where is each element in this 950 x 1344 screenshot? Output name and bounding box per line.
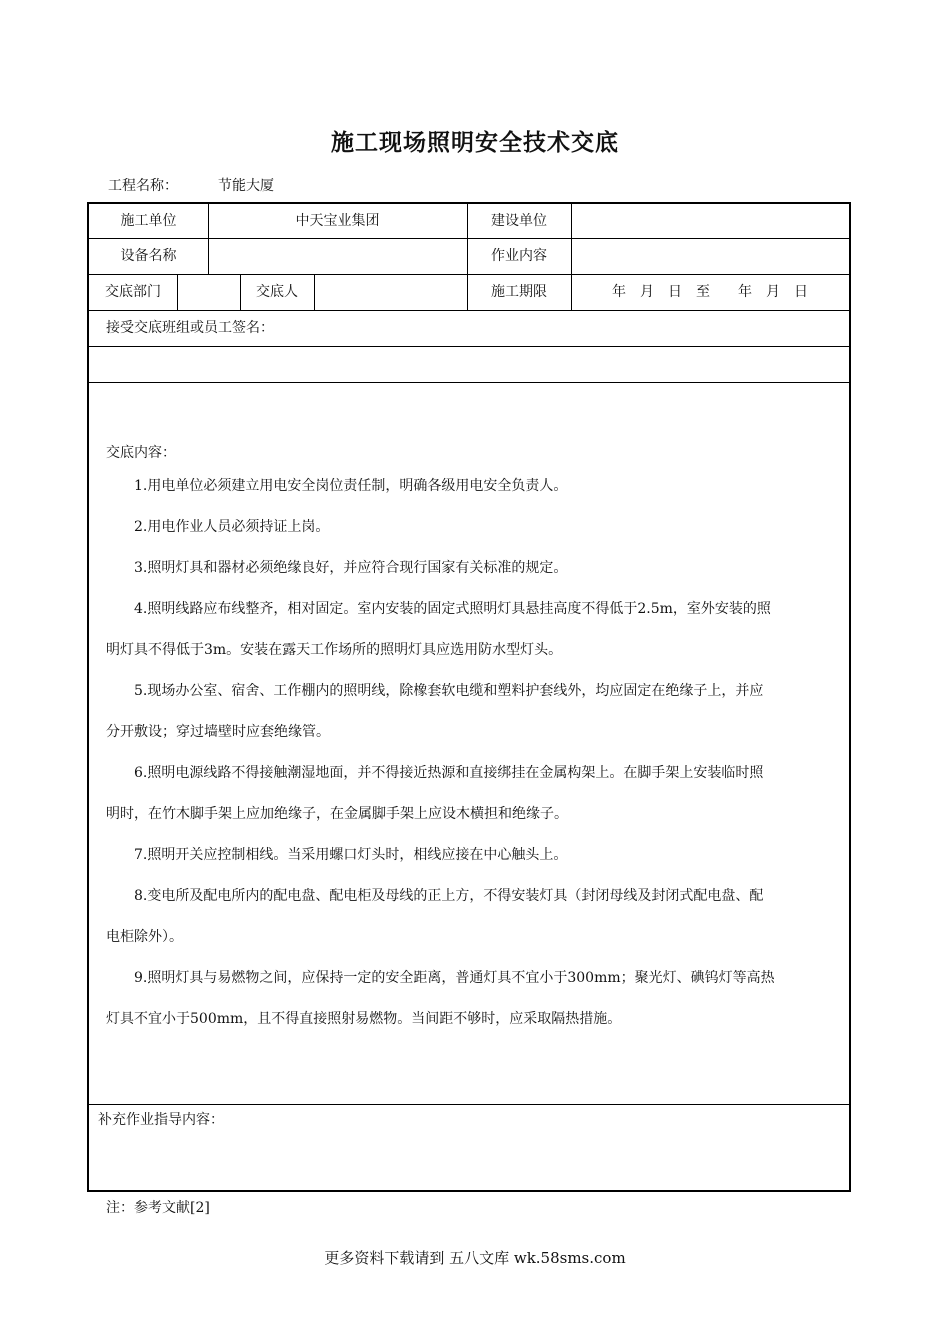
briefing-item: 5.现场办公室、宿舍、工作棚内的照明线，除橡套软电缆和塑料护套线外，均应固定在绝缘子上，并应分开敷设；穿过墙壁时应套绝缘管。	[106, 683, 764, 740]
project-name-label: 工程名称：	[108, 178, 178, 194]
row-divider	[89, 238, 849, 239]
work-content-label: 作业内容	[491, 248, 547, 264]
row-divider	[89, 346, 849, 347]
signature-label: 接受交底班组或员工签名：	[106, 320, 274, 336]
builder-unit-label: 建设单位	[491, 213, 547, 229]
briefing-item: 6.照明电源线路不得接触潮湿地面，并不得接近热源和直接绑挂在金属构架上。在脚手架上安装临时照明时，在竹木脚手架上应加绝缘子，在金属脚手架上应设木横担和绝缘子。	[106, 765, 764, 822]
project-name-value: 节能大厦	[218, 178, 274, 194]
construction-unit-value: 中天宝业集团	[295, 213, 380, 229]
briefing-item: 8.变电所及配电所内的配电盘、配电柜及母线的正上方，不得安装灯具（封闭母线及封闭式配电盘、配电柜除外）。	[106, 888, 764, 945]
construction-period-label: 施工期限	[491, 284, 547, 300]
briefing-item: 2.用电作业人员必须持证上岗。	[134, 519, 330, 535]
reference-note: 注：参考文献[2]	[106, 1200, 210, 1216]
briefing-item: 3.照明灯具和器材必须绝缘良好，并应符合现行国家有关标准的规定。	[134, 560, 568, 576]
row-divider	[89, 382, 849, 383]
briefing-form-table	[87, 202, 851, 1192]
briefing-item: 7.照明开关应控制相线。当采用螺口灯头时，相线应接在中心触头上。	[134, 847, 568, 863]
briefer-label: 交底人	[256, 284, 298, 300]
supplement-label: 补充作业指导内容：	[98, 1112, 224, 1128]
briefing-content-label: 交底内容：	[106, 445, 176, 461]
row-divider	[89, 310, 849, 311]
row-divider	[89, 274, 849, 275]
briefing-item: 4.照明线路应布线整齐，相对固定。室内安装的固定式照明灯具悬挂高度不得低于2.5m，室外安装的照明灯具不得低于3m。安装在露天工作场所的照明灯具应选用防水型灯头。	[106, 601, 771, 658]
construction-unit-label: 施工单位	[120, 213, 177, 229]
footer-download-link[interactable]: 更多资料下载请到 五八文库 wk.58sms.com	[324, 1249, 626, 1267]
briefing-item: 1.用电单位必须建立用电安全岗位责任制，明确各级用电安全负责人。	[134, 478, 568, 494]
row-divider	[89, 1104, 849, 1105]
construction-period-value: 年 月 日 至 年 月 日	[612, 284, 808, 300]
briefing-dept-label: 交底部门	[105, 284, 161, 300]
equipment-name-label: 设备名称	[120, 248, 177, 264]
column-divider	[177, 274, 178, 310]
page-title: 施工现场照明安全技术交底	[331, 130, 619, 156]
briefing-item: 9.照明灯具与易燃物之间，应保持一定的安全距离，普通灯具不宜小于300mm；聚光灯、碘钨灯等高热灯具不宜小于500mm，且不得直接照射易燃物。当间距不够时，应采取隔热措施。	[106, 970, 775, 1027]
column-divider	[314, 274, 315, 310]
